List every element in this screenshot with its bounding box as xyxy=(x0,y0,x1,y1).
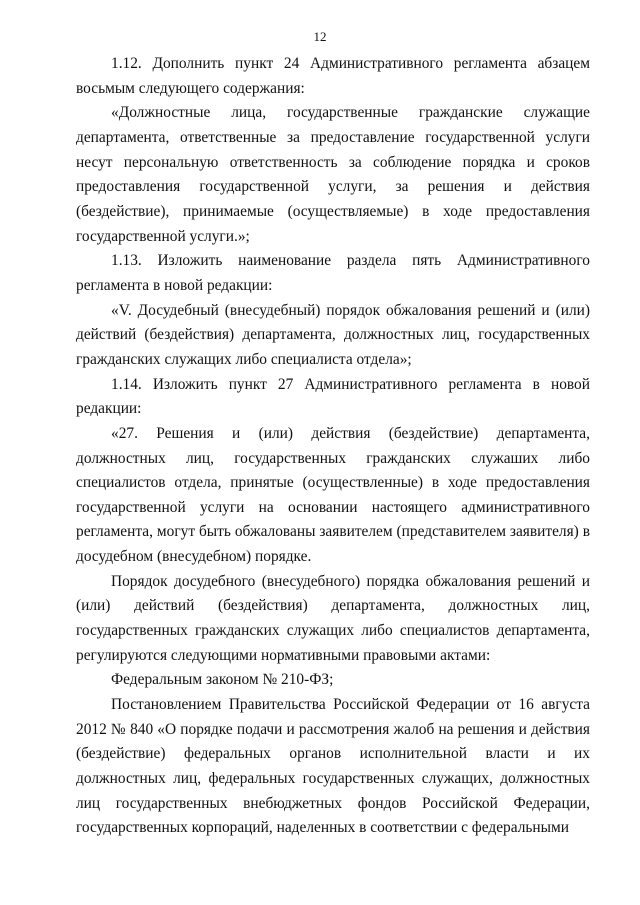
paragraph-responsibility-quote: «Должностные лица, государственные гражданские служащие департамента, ответственные за предоставление государственной услуги несут персональную ответственность за соблюдение порядка и сроков предоставления государственной услуги, за решения и действия (бездействие), принимаемые (осуществляемые) в ходе предоставления государственной услуги.»; xyxy=(76,104,590,245)
paragraph-appeal-procedure: Порядок досудебного (внесудебного) порядка обжалования решений и (или) действий (бездействия) департамента, должностных лиц, государственных гражданских служащих либо специалистов департамента, регулируются следующими нормативными правовыми актами: xyxy=(76,572,590,664)
paragraph-section-v-title: «V. Досудебный (внесудебный) порядок обжалования решений и (или) действий (бездействия) департамента, должностных лиц, государственных гражданских служащих либо специалиста отдела»; xyxy=(76,301,590,368)
paragraph-government-decree: Постановлением Правительства Российской Федерации от 16 августа 2012 № 840 «О порядке подачи и рассмотрения жалоб на решения и действия (бездействие) федеральных органов исполнительной власти и их должностных лиц, федеральных государственных служащих, должностных лиц государственных внебюджетных фондов Российской Федерации, государственных корпораций, наделенных в соответствии с федеральными xyxy=(76,696,590,837)
page-number: 12 xyxy=(313,29,327,44)
document-body xyxy=(76,52,590,841)
paragraph-27-quote: «27. Решения и (или) действия (бездействие) департамента, должностных лиц, государственных гражданских служаших либо специалистов отдела, принятые (осуществленные) в ходе предоставления государственной услуги на основании настоящего административного регламента, могут быть обжалованы заявителем (представителем заявителя) в досудебном (внесудебном) порядке. xyxy=(76,424,590,566)
paragraph-1-14: 1.14. Изложить пункт 27 Административного регламента в новой редакции: xyxy=(76,375,590,418)
paragraph-1-12: 1.12. Дополнить пункт 24 Административного регламента абзацем восьмым следующего содержания: xyxy=(76,55,590,97)
paragraph-federal-law: Федеральным законом № 210-ФЗ; xyxy=(111,671,334,689)
paragraph-1-13: 1.13. Изложить наименование раздела пять Административного регламента в новой редакции: xyxy=(76,252,590,294)
